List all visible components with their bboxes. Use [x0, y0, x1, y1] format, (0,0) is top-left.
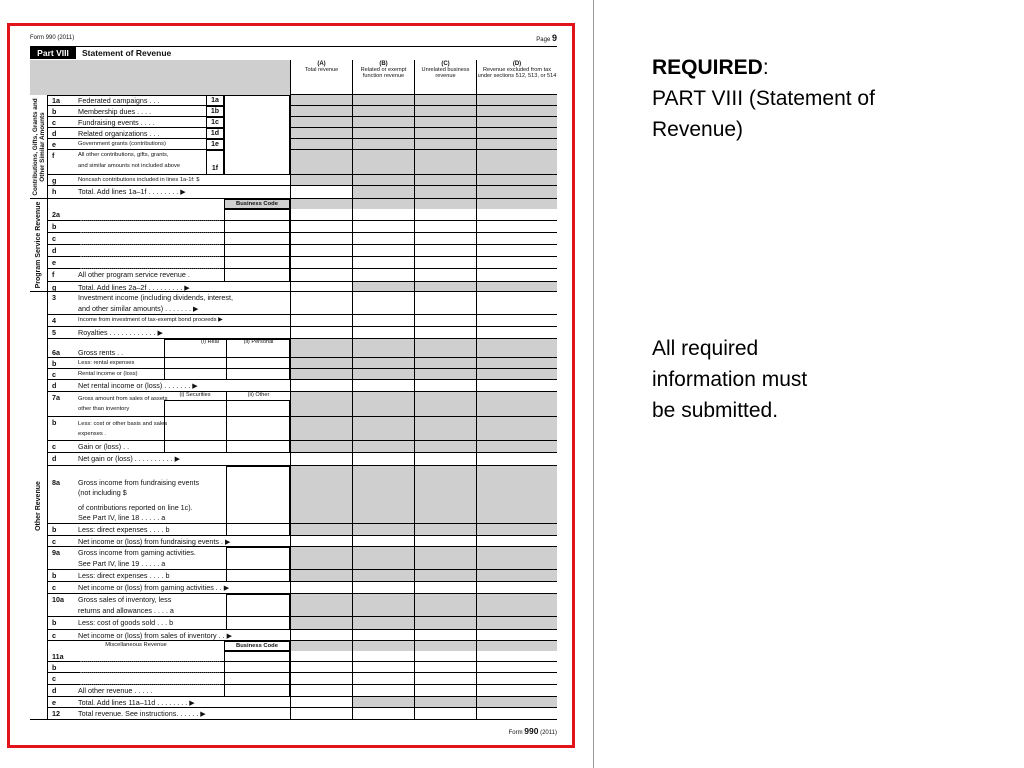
- line-number: d: [52, 686, 57, 695]
- footer-form-year: (2011): [540, 730, 557, 736]
- footer-form-number: 990: [524, 726, 539, 736]
- required-colon: :: [762, 56, 769, 79]
- line-number: d: [52, 246, 57, 255]
- row-1c: [48, 117, 557, 128]
- part-line-1: PART VIII (Statement of: [652, 87, 875, 110]
- row-6a: [48, 347, 557, 358]
- line-text: Total. Add lines 2a–2f . . . . . . . . . ▶: [78, 283, 190, 292]
- row-11e: [48, 697, 557, 708]
- line-text: See Part IV, line 18 . . . . . a: [78, 513, 166, 522]
- row-2g: [48, 282, 557, 292]
- blank-line-11a[interactable]: [80, 661, 220, 662]
- sales-sub-securities: (i) Securities: [179, 392, 211, 398]
- blank-line-2d[interactable]: [80, 256, 220, 257]
- line-number: d: [52, 454, 57, 463]
- line-number: b: [52, 618, 57, 627]
- misc-business-codes[interactable]: [224, 651, 290, 697]
- line-number: g: [52, 176, 57, 185]
- blank-line-2c[interactable]: [80, 244, 220, 245]
- inventory-amount-cells[interactable]: [226, 594, 290, 630]
- column-b-header: [352, 60, 414, 95]
- line-number: e: [52, 140, 56, 149]
- panel-divider: [593, 0, 594, 768]
- line-text: Less: cost or other basis and sales expenses .: [78, 421, 168, 437]
- sales-sub-other: (ii) Other: [226, 392, 290, 400]
- row-7b: [48, 417, 557, 441]
- line-text: Total. Add lines 1a–1f . . . . . . . . ▶: [78, 187, 186, 196]
- line-text: Government grants (contributions): [78, 141, 166, 147]
- row-4: [48, 315, 557, 327]
- line-text: Net gain or (loss) . . . . . . . . . . ▶: [78, 454, 181, 463]
- line-number: e: [52, 698, 56, 707]
- row-7d: [48, 453, 557, 466]
- business-code-header: Business Code: [224, 199, 290, 209]
- line-text: All other revenue . . . . .: [78, 686, 153, 695]
- line-number: b: [52, 571, 57, 580]
- line-text: Royalties . . . . . . . . . . . . ▶: [78, 328, 164, 337]
- information-note: [652, 333, 952, 426]
- line-number: e: [52, 258, 56, 267]
- line-number: c: [52, 118, 56, 127]
- box-1f: 1f: [206, 150, 224, 175]
- line-number: h: [52, 187, 57, 196]
- row-2f: [48, 269, 557, 282]
- row-6d: [48, 380, 557, 392]
- line-number: b: [52, 663, 57, 672]
- page-label: Page: [536, 37, 551, 43]
- line-number: c: [52, 442, 56, 451]
- line-number: b: [52, 222, 57, 231]
- line-number: 5: [52, 328, 56, 337]
- line-number: 12: [52, 709, 60, 718]
- shade-program-top: [290, 199, 557, 209]
- line-text: Less: cost of goods sold . . . b: [78, 618, 174, 627]
- line-text: returns and allowances . . . . a: [78, 606, 174, 615]
- line-number: 10a: [52, 595, 64, 604]
- row-8c: [48, 536, 557, 547]
- part-line-2: Revenue): [652, 118, 744, 141]
- line-number: b: [52, 359, 57, 368]
- line-text: Rental income or (loss): [78, 371, 138, 377]
- line-text: Gross sales of inventory, less: [78, 595, 172, 604]
- section-other: [30, 292, 48, 720]
- line-text: Total revenue. See instructions. . . . . . ▶: [78, 709, 206, 718]
- row-3-cont: [48, 303, 557, 315]
- row-1f: [48, 150, 557, 161]
- box-1b: 1b: [206, 106, 224, 117]
- row-9c: [48, 582, 557, 594]
- line-number: c: [52, 537, 56, 546]
- row-10a-cont: [48, 605, 557, 617]
- line-text: Less: direct expenses . . . . b: [78, 571, 170, 580]
- line-number: 11a: [52, 652, 64, 661]
- row-6c: [48, 369, 557, 380]
- column-a-letter: (A): [317, 61, 326, 67]
- line-number: c: [52, 674, 56, 683]
- row-1e: [48, 139, 557, 150]
- row-8a-cont: [48, 502, 557, 512]
- row-7a: [48, 392, 557, 417]
- row-1d: [48, 128, 557, 139]
- section-program-label: Program Service Revenue: [34, 201, 42, 289]
- form-footer: [509, 726, 557, 736]
- column-a-label: Total revenue: [304, 67, 339, 74]
- line-number: c: [52, 631, 56, 640]
- line-text: All other program service revenue .: [78, 270, 190, 279]
- line-number: 4: [52, 316, 56, 325]
- row-1f-cont: [48, 161, 557, 175]
- line-number: f: [52, 270, 55, 279]
- blank-line-2b[interactable]: [80, 232, 220, 233]
- column-c-label: Unrelated business revenue: [421, 67, 470, 80]
- line-text: of contributions reported on line 1c).: [78, 503, 193, 512]
- box-1a: 1a: [206, 95, 224, 106]
- line-number: b: [52, 418, 57, 427]
- row-1a: [48, 95, 557, 106]
- column-a-header: [290, 60, 352, 95]
- info-line-1: All required: [652, 337, 759, 360]
- line-text: Gross income from gaming activities.: [78, 548, 196, 557]
- section-program: [30, 199, 48, 292]
- blank-line-2a[interactable]: [80, 220, 220, 221]
- box-1d: 1d: [206, 128, 224, 139]
- line-text: and similar amounts not included above: [78, 163, 181, 169]
- column-b-letter: (B): [379, 61, 388, 67]
- amount-1a-1f[interactable]: [224, 95, 290, 175]
- row-10c: [48, 630, 557, 641]
- line-text: All other contributions, gifts, grants,: [78, 152, 169, 158]
- page-indicator: [536, 33, 557, 43]
- section-contributions: [30, 95, 48, 199]
- row-10b: [48, 617, 557, 630]
- line-number: d: [52, 129, 57, 138]
- line-number: 8a: [52, 478, 60, 487]
- form-id: Form 990 (2011): [30, 35, 75, 41]
- required-note: [652, 52, 1012, 145]
- row-12: [48, 708, 557, 720]
- line-number: b: [52, 525, 57, 534]
- sales-amount-cells[interactable]: [164, 400, 290, 453]
- row-9b: [48, 570, 557, 582]
- line-text: Related organizations . . .: [78, 129, 160, 138]
- row-11d: [48, 685, 557, 697]
- rent-amount-cells[interactable]: [164, 339, 290, 380]
- row-8b: [48, 524, 557, 536]
- line-text: Less: rental expenses: [78, 360, 135, 366]
- column-c-header: [414, 60, 476, 95]
- column-header-spacer: [30, 60, 290, 96]
- column-d-header: [476, 60, 557, 95]
- rent-sub-real: (i) Real: [200, 339, 220, 345]
- box-1e: 1e: [206, 139, 224, 150]
- required-label: REQUIRED: [652, 56, 763, 79]
- line-number: c: [52, 370, 56, 379]
- line-text: Gross amount from sales of assets other than inventory: [78, 396, 168, 412]
- blank-line-2e[interactable]: [80, 268, 220, 269]
- row-6b: [48, 358, 557, 369]
- line-number: 9a: [52, 548, 60, 557]
- row-9a: [48, 547, 557, 558]
- misc-revenue-header: Miscellaneous Revenue: [105, 642, 167, 648]
- rent-divider: [226, 347, 227, 380]
- column-d-label: Revenue excluded from tax under sections 512, 513, or 514: [477, 67, 557, 80]
- line-text: Net rental income or (loss) . . . . . . . ▶: [78, 381, 198, 390]
- line-number: c: [52, 234, 56, 243]
- form-header: [30, 33, 557, 45]
- blank-line-11c[interactable]: [80, 684, 220, 685]
- row-10a: [48, 594, 557, 605]
- sales-divider: [226, 400, 227, 453]
- section-other-label: Other Revenue: [34, 480, 42, 531]
- line-text: Fundraising events . . . .: [78, 118, 155, 127]
- program-business-codes[interactable]: [224, 209, 290, 282]
- line-text: Gross rents . .: [78, 348, 124, 357]
- line-text: Investment income (including dividends, interest,: [78, 293, 234, 302]
- line-text: Total. Add lines 11a–11d . . . . . . . . ▶: [78, 698, 195, 707]
- column-b-label: Related or exempt function revenue: [360, 67, 407, 80]
- misc-business-code-header: Business Code: [224, 641, 290, 651]
- fundraising-amount-cells[interactable]: [226, 466, 290, 536]
- info-line-2: information must: [652, 368, 808, 391]
- line-text: Net income or (loss) from gaming activities . . ▶: [78, 583, 230, 592]
- page-number: 9: [551, 33, 557, 43]
- line-text: Net income or (loss) from fundraising events . ▶: [78, 537, 231, 546]
- row-8a-ref: [48, 512, 557, 524]
- line-text: Net income or (loss) from sales of inventory . . ▶: [78, 631, 233, 640]
- line-number: 1a: [52, 96, 60, 105]
- row-8a: [48, 466, 557, 502]
- line-number: g: [52, 283, 57, 292]
- section-contributions-label: Contributions, Gifts, Grants and Other Similar Amounts: [31, 97, 46, 196]
- line-text: Gain or (loss) . .: [78, 442, 130, 451]
- line-text: and other similar amounts) . . . . . . . ▶: [78, 304, 199, 313]
- row-1h: [48, 186, 557, 199]
- column-d-letter: (D): [512, 61, 522, 67]
- line-number: d: [52, 381, 57, 390]
- part-title: Statement of Revenue: [82, 48, 172, 58]
- line-number: 3: [52, 293, 56, 302]
- part-badge: Part VIII: [30, 47, 76, 59]
- row-1b: [48, 106, 557, 117]
- form-990-page: [30, 33, 557, 738]
- part-title-bar: [30, 46, 557, 61]
- line-text: Gross income from fundraising events (not including $: [78, 478, 200, 497]
- line-text: Membership dues . . . .: [78, 107, 152, 116]
- required-heading: [652, 52, 1012, 83]
- row-9a-ref: [48, 558, 557, 570]
- blank-line-11b[interactable]: [80, 672, 220, 673]
- box-1c: 1c: [206, 117, 224, 128]
- row-3: [48, 292, 557, 303]
- line-text: Less: direct expenses . . . . b: [78, 525, 170, 534]
- line-number: 6a: [52, 348, 60, 357]
- line-number: c: [52, 583, 56, 592]
- rent-sub-personal: (ii) Personal: [226, 339, 290, 347]
- line-number: 2a: [52, 210, 60, 219]
- line-text: See Part IV, line 19 . . . . . a: [78, 559, 166, 568]
- line-number: f: [52, 151, 55, 160]
- row-1g: [48, 175, 557, 186]
- info-line-3: be submitted.: [652, 399, 779, 422]
- line-number: 7a: [52, 393, 60, 402]
- shade-misc-top: [290, 641, 557, 651]
- gaming-amount-cells[interactable]: [226, 547, 290, 582]
- line-text: Income from investment of tax-exempt bond proceeds ▶: [78, 317, 223, 323]
- row-5: [48, 327, 557, 339]
- column-c-letter: (C): [441, 61, 450, 67]
- line-number: b: [52, 107, 57, 116]
- footer-form-label: Form: [508, 730, 523, 736]
- line-text: Federated campaigns . . .: [78, 96, 160, 105]
- line-text: Noncash contributions included in lines 1a-1f: $: [78, 177, 200, 183]
- row-7c: [48, 441, 557, 453]
